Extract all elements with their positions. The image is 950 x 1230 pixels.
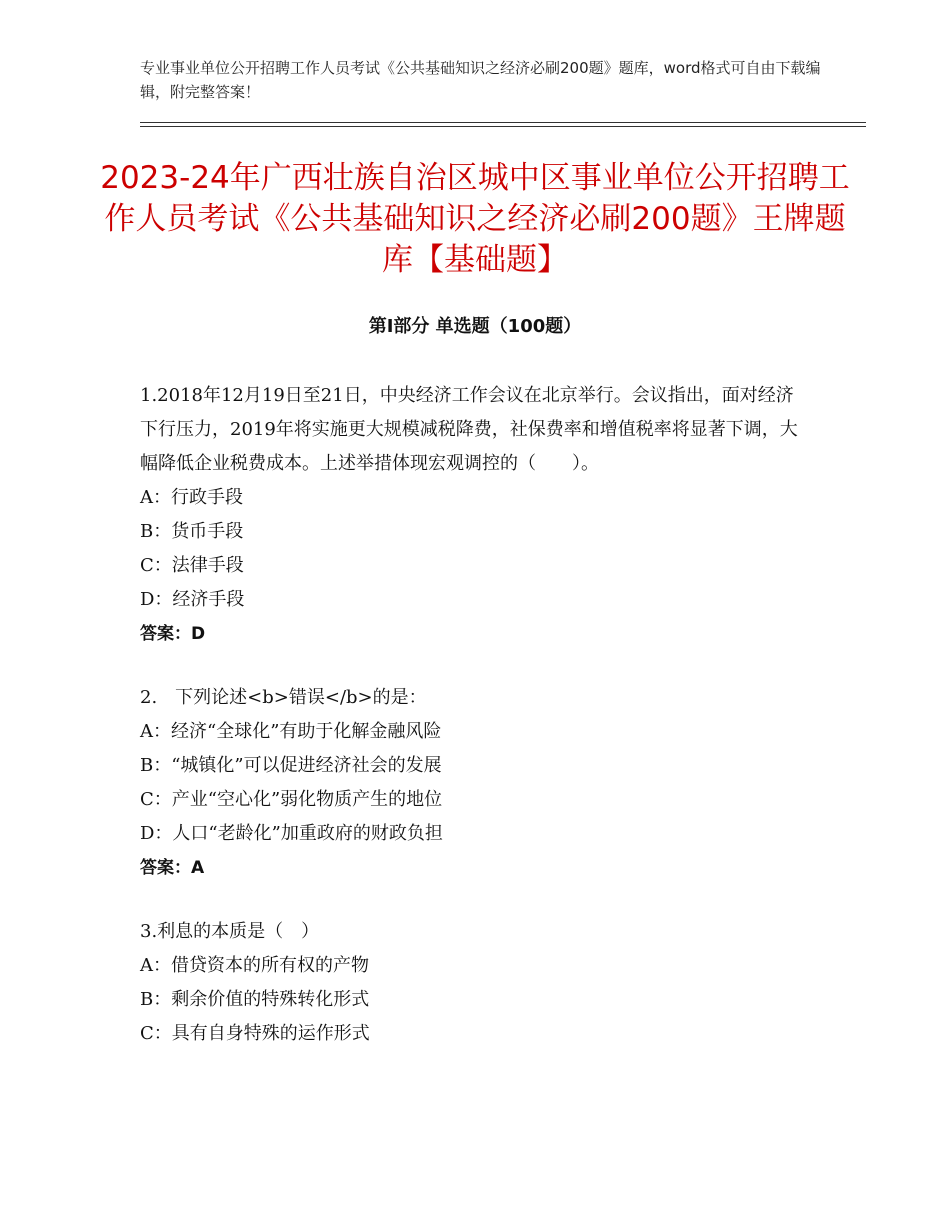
question-1: [140, 379, 808, 651]
option-a: A：借贷资本的所有权的产物: [140, 955, 369, 976]
header-divider-bottom: [140, 126, 866, 127]
option-a: A：经济“全球化”有助于化解金融风险: [140, 721, 442, 742]
option-c: C：具有自身特殊的运作形式: [140, 1023, 370, 1044]
question-3: [140, 915, 808, 1051]
option-b: B：“城镇化”可以促进经济社会的发展: [140, 755, 442, 776]
question-stem: 2. 下列论述<b>错误</b>的是：: [140, 687, 427, 708]
question-2: [140, 681, 808, 885]
header-note: 专业事业单位公开招聘工作人员考试《公共基础知识之经济必刷200题》题库，word格式可自由下载编辑，附完整答案！: [140, 59, 821, 101]
option-b: B：剩余价值的特殊转化形式: [140, 989, 370, 1010]
question-stem: 1.2018年12月19日至21日，中央经济工作会议在北京举行。会议指出，面对经济下行压力，2019年将实施更大规模减税降费，社保费率和增值税率将显著下调，大幅降低企业税费成本。上述举措体现宏观调控的（ ）。: [140, 385, 798, 474]
option-d: D：经济手段: [140, 589, 245, 610]
option-c: C：法律手段: [140, 555, 244, 576]
option-c: C：产业“空心化”弱化物质产生的地位: [140, 789, 443, 810]
answer: 答案：A: [140, 858, 205, 878]
header-divider-top: [140, 122, 866, 123]
question-stem: 3.利息的本质是（ ）: [140, 921, 320, 942]
option-d: D：人口“老龄化”加重政府的财政负担: [140, 823, 443, 844]
option-b: B：货币手段: [140, 521, 244, 542]
document-title: 2023-24年广西壮族自治区城中区事业单位公开招聘工作人员考试《公共基础知识之经济必刷200题》王牌题库【基础题】: [100, 160, 850, 278]
section-title: 第Ⅰ部分 单选题（100题）: [368, 316, 582, 337]
answer: 答案：D: [140, 624, 206, 644]
option-a: A：行政手段: [140, 487, 243, 508]
question-list: [140, 379, 808, 1081]
